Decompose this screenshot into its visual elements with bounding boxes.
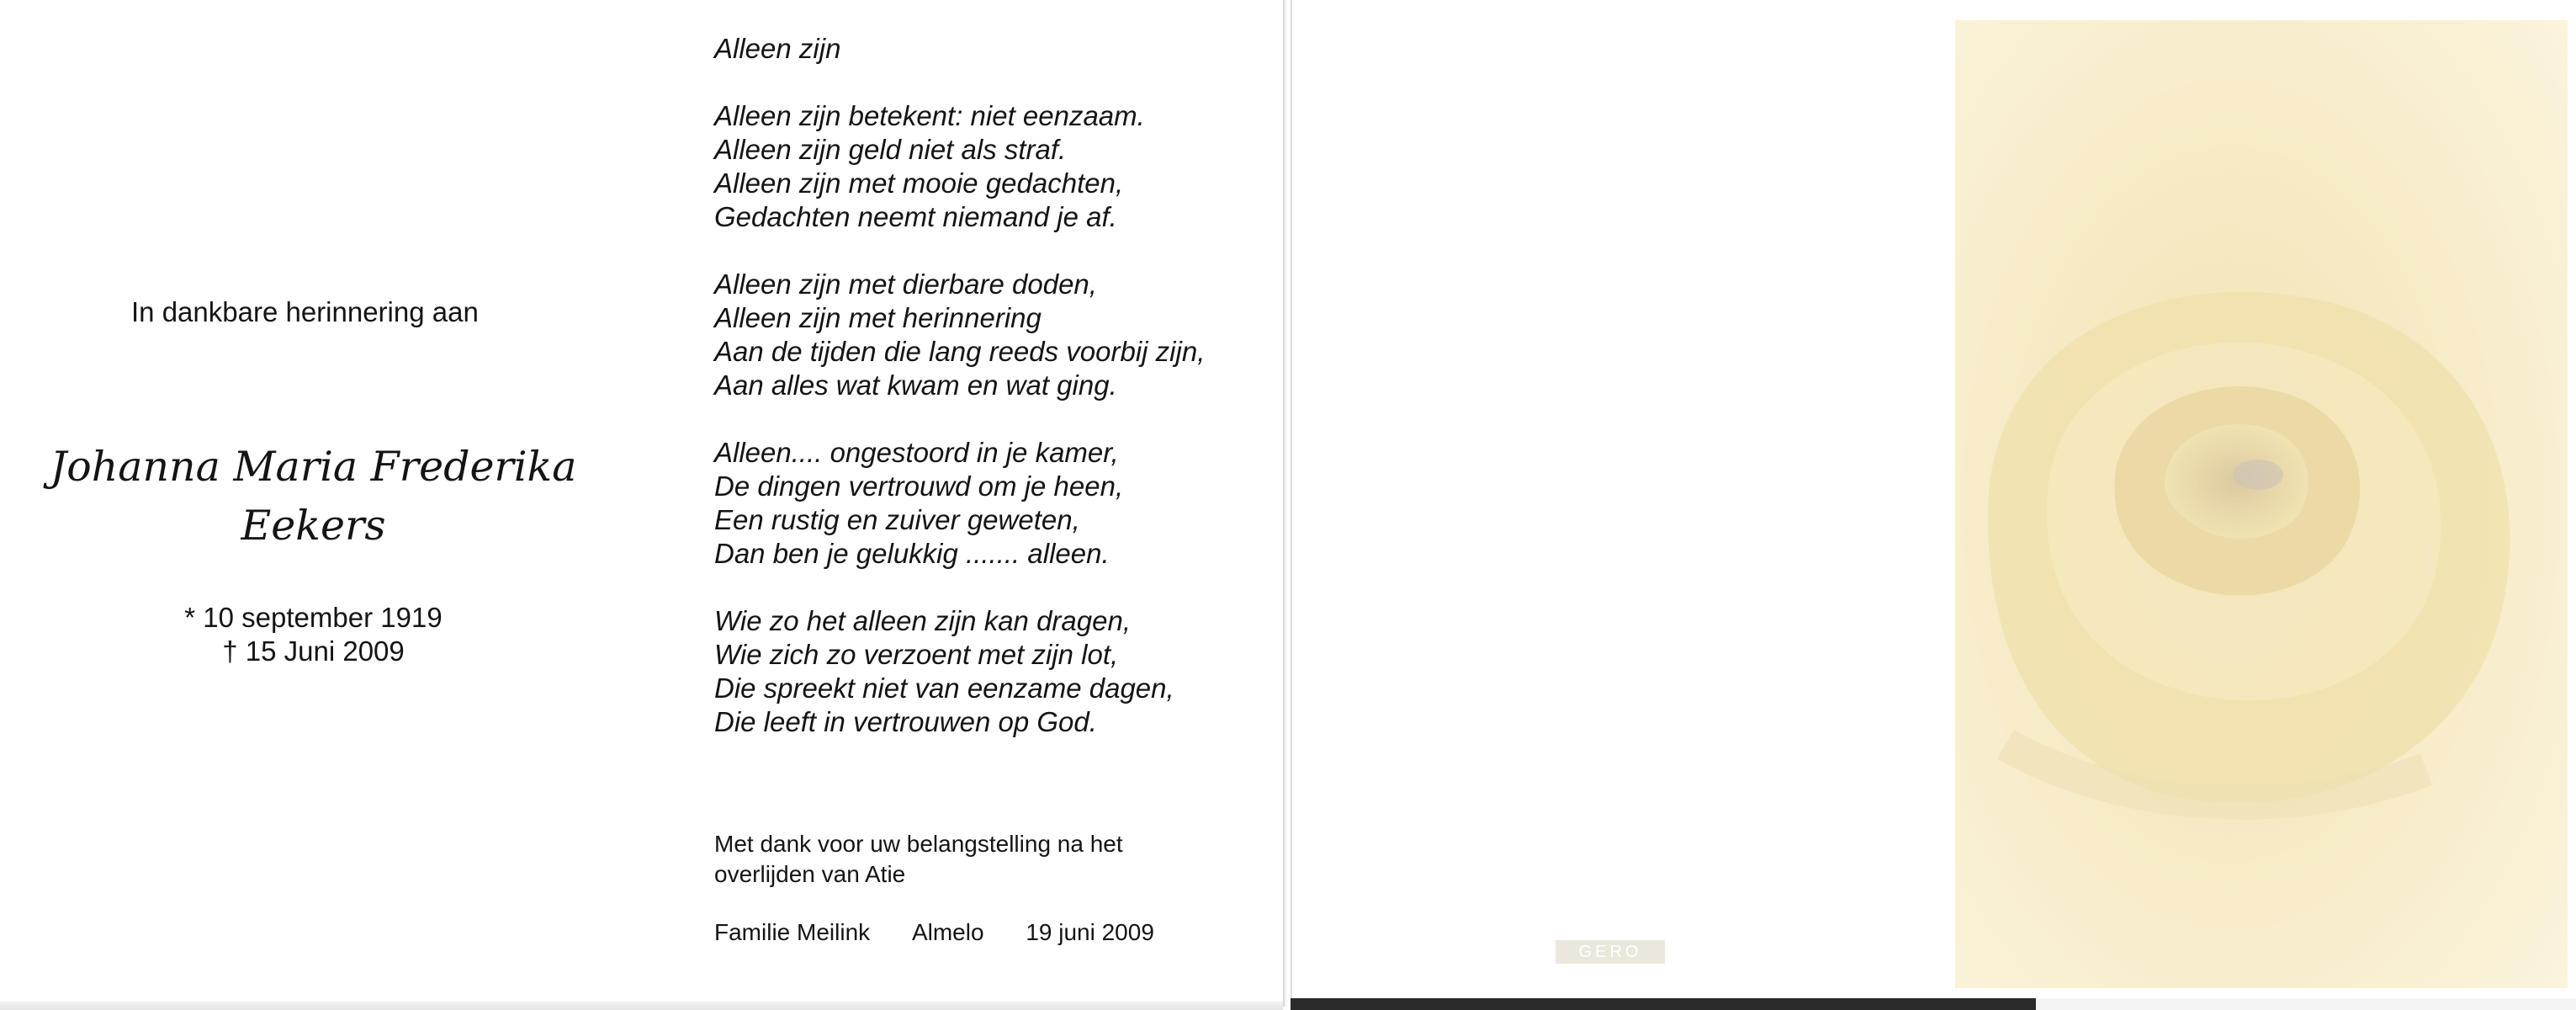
rose-photo [1955,20,2568,988]
signature-date: 19 juni 2009 [1026,919,1154,945]
poem-stanza [714,436,1205,571]
deceased-name [34,438,593,556]
family-name: Familie Meilink [714,919,871,945]
poem-line: Wie zo het alleen zijn kan dragen, [714,605,1131,636]
poem-line: De dingen vertrouwd om je heen, [714,470,1124,502]
poem-line: Alleen zijn met herinnering [714,302,1042,333]
life-dates [88,601,538,668]
poem-line: Alleen zijn geld niet als straf. [714,134,1067,165]
thanks-line: overlijden van Atie [714,861,906,887]
poem-line: Die leeft in vertrouwen op God. [714,706,1097,737]
poem-line: Een rustig en zuiver geweten, [714,504,1080,535]
poem-line: Gedachten neemt niemand je af. [714,201,1117,232]
scan-edge-strip [1291,998,2576,1010]
birth-date: * 10 september 1919 [184,602,443,633]
rose-illustration [1955,20,2568,988]
poem-stanza [714,99,1205,234]
page-edge-shadow [0,1002,1283,1010]
poem-stanza [714,268,1205,402]
poem [714,32,1205,773]
thanks-note [714,829,1123,890]
poem-stanza [714,604,1205,739]
card-picture-panel [1291,0,2576,1007]
poem-line: Die spreekt niet van eenzame dagen, [714,672,1174,704]
poem-line: Aan alles wat kwam en wat ging. [714,369,1117,401]
deceased-surname: Eekers [241,502,386,550]
poem-line: Alleen zijn met dierbare doden, [714,268,1097,300]
poem-line: Wie zich zo verzoent met zijn lot, [714,639,1119,670]
intro-text: In dankbare herinnering aan [131,296,479,327]
poem-line: Aan de tijden die lang reeds voorbij zijn, [714,336,1206,367]
poem-line: Alleen zijn met mooie gedachten, [714,167,1124,199]
publisher-logo: GERO [1556,940,1665,964]
poem-line: Alleen.... ongestoord in je kamer, [714,437,1119,468]
rose-shadow [2233,460,2283,490]
place-name: Almelo [911,919,984,945]
poem-line: Dan ben je gelukkig ....... alleen. [714,538,1110,569]
poem-title: Alleen zijn [714,33,841,64]
poem-line: Alleen zijn betekent: niet eenzaam. [714,100,1145,131]
deceased-first-names: Johanna Maria Frederika [50,443,577,491]
thanks-line: Met dank voor uw belangstelling na het [714,831,1123,857]
card-text-panel [0,0,1285,1007]
death-date: † 15 Juni 2009 [222,635,405,667]
signature-line [714,919,1154,946]
